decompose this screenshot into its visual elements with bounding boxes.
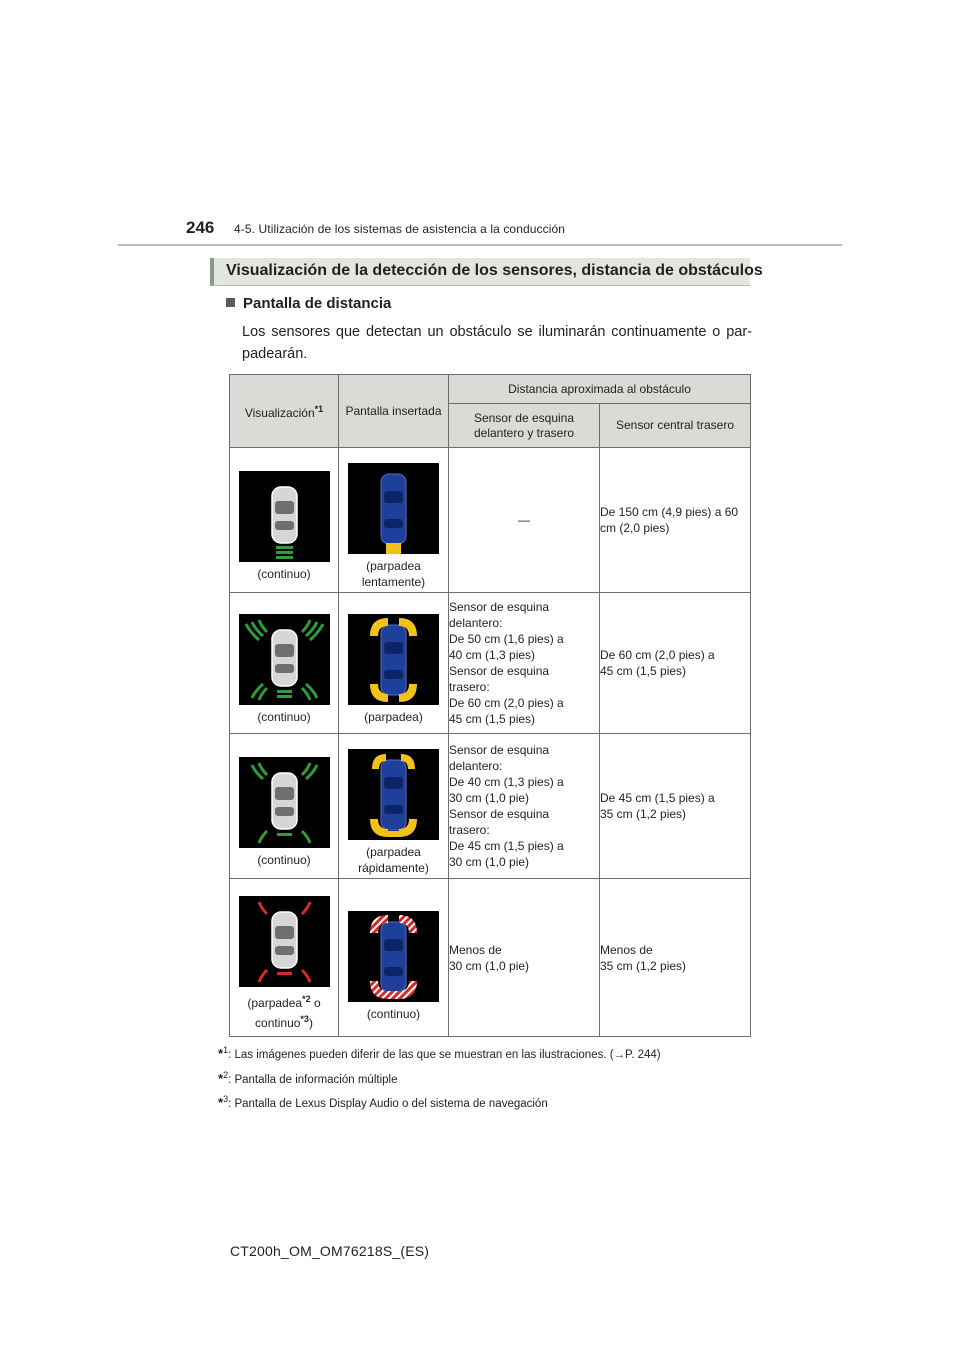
- header-corner-sensor: Sensor de esquina delantero y trasero: [449, 404, 600, 448]
- white-car-sensor-image: [239, 614, 330, 705]
- visual-caption: (continuo): [257, 852, 311, 867]
- corner-distance: Sensor de esquina delantero: De 50 cm (1,6 pies) a 40 cm (1,3 pies) Sensor de esquina trasero: De 60 cm (2,0 pies) a 45 cm (1,5 pies): [449, 593, 600, 734]
- visual-cell: [230, 879, 339, 1037]
- header-visualization: Visualización$^{*1}$: [230, 375, 339, 448]
- manual-code: CT200h_OM_OM76218S_(ES): [230, 1243, 430, 1259]
- inset-caption: (continuo): [366, 1007, 421, 1021]
- table-row: [230, 448, 751, 593]
- header-center-sensor: Sensor central trasero: [600, 404, 751, 448]
- inset-caption: (parpadea): [364, 709, 423, 724]
- subsection-heading-text: Pantalla de distancia: [243, 295, 392, 312]
- footnote-3: *$^3$: Pantalla de Lexus Display Audio o del sistema de navegación: [218, 1094, 548, 1110]
- footnote-2: *$^2$: Pantalla de información múltiple: [218, 1070, 398, 1086]
- subsection-heading: [226, 295, 391, 312]
- header-rule: [118, 244, 842, 246]
- visual-caption: (continuo): [257, 566, 311, 581]
- corner-distance: Sensor de esquina delantero: De 40 cm (1,3 pies) a 30 cm (1,0 pie) Sensor de esquina trasero: De 45 cm (1,5 pies) a 30 cm (1,0 pie): [449, 734, 600, 879]
- footnote-1: *$^1$: Las imágenes pueden diferir de las que se muestran en las ilustraciones. (→P. 244): [218, 1045, 661, 1061]
- inset-cell: [339, 593, 449, 734]
- blue-car-inset-image: [348, 911, 439, 1002]
- visual-caption: (continuo): [257, 709, 311, 724]
- white-car-sensor-image: [239, 757, 330, 848]
- page-header: [186, 218, 846, 242]
- inset-cell: [339, 734, 449, 879]
- blue-car-inset-image: [348, 463, 439, 554]
- corner-distance: —: [449, 448, 600, 593]
- distance-table: [229, 374, 751, 1037]
- corner-distance: Menos de 30 cm (1,0 pie): [449, 879, 600, 1037]
- inset-cell: [339, 448, 449, 593]
- header-approx-distance: Distancia aproximada al obstáculo: [449, 375, 751, 404]
- inset-cell: [339, 879, 449, 1037]
- chapter-title: 4-5. Utilización de los sistemas de asistencia a la conducción: [234, 222, 566, 236]
- section-title-bar: [210, 258, 763, 286]
- center-distance: Menos de 35 cm (1,2 pies): [600, 879, 751, 1037]
- square-bullet-icon: [226, 298, 235, 307]
- section-title: Visualización de la detección de los sensores, distancia de obstáculos: [226, 262, 763, 279]
- visual-cell: [230, 448, 339, 593]
- white-car-sensor-image: [239, 896, 330, 987]
- table-row: [230, 879, 751, 1037]
- center-distance: De 60 cm (2,0 pies) a 45 cm (1,5 pies): [600, 593, 751, 734]
- header-inset-screen: Pantalla insertada: [339, 375, 449, 448]
- blue-car-inset-image: [348, 614, 439, 705]
- page-number: 246: [186, 218, 215, 237]
- visual-cell: [230, 734, 339, 879]
- visual-caption: (parpadea$^{*2}$ o continuo$^{*3}$): [247, 994, 321, 1030]
- center-distance: De 45 cm (1,5 pies) a 35 cm (1,2 pies): [600, 734, 751, 879]
- blue-car-inset-image: [348, 749, 439, 840]
- inset-caption: (parpadea rápidamente): [358, 844, 429, 875]
- inset-caption: (parpadea lentamente): [361, 558, 426, 589]
- center-distance: De 150 cm (4,9 pies) a 60 cm (2,0 pies): [600, 448, 751, 593]
- visual-cell: [230, 593, 339, 734]
- intro-paragraph: Los sensores que detectan un obstáculo se iluminarán continuamente o par-padearán.: [242, 324, 752, 362]
- white-car-sensor-image: [239, 471, 330, 562]
- table-row: [230, 734, 751, 879]
- table-row: [230, 593, 751, 734]
